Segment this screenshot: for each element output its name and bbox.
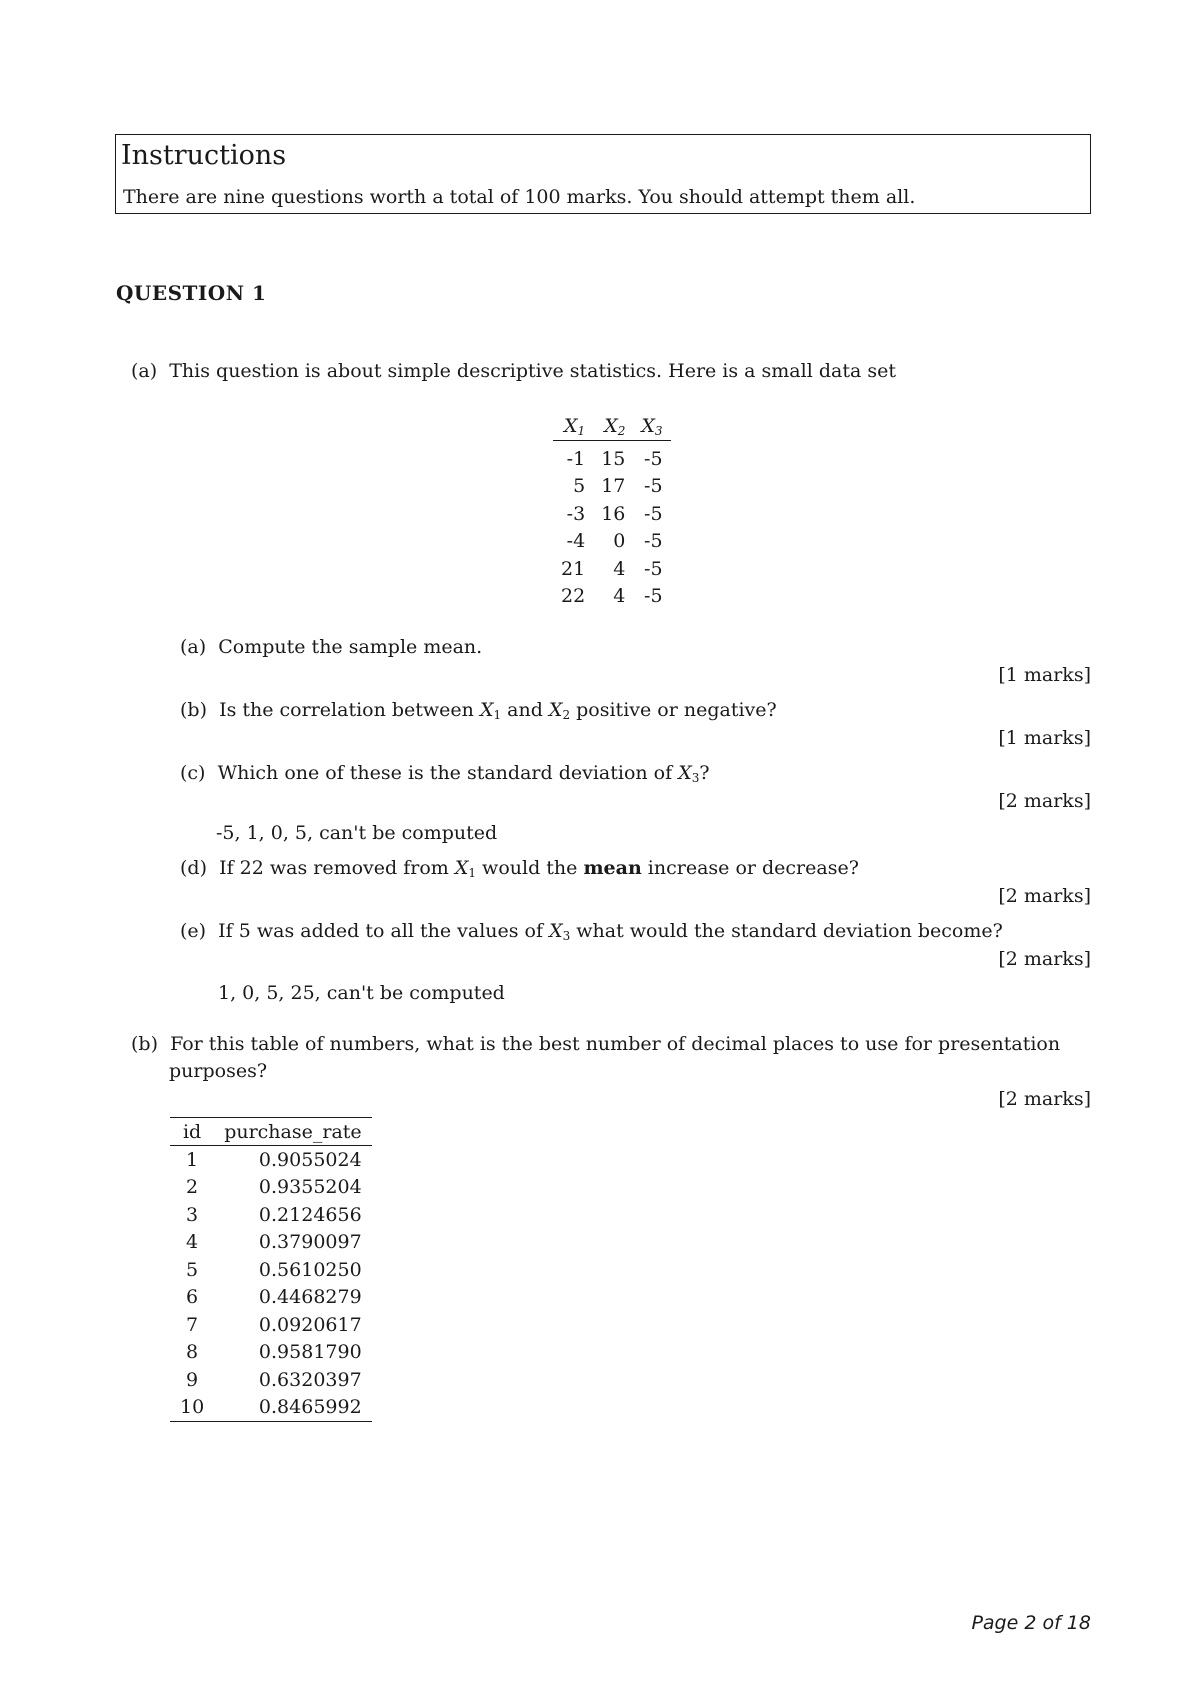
- table-cell: 0.6320397: [258, 1368, 362, 1391]
- table-cell: 7: [186, 1313, 199, 1336]
- part-b-text-line2: purposes?: [169, 1060, 268, 1082]
- header-x1: $X_1$: [553, 415, 593, 441]
- header-purchase-rate: purchase_rate: [214, 1118, 371, 1146]
- variable: X: [678, 762, 692, 784]
- part-b-label: (b): [131, 1033, 158, 1055]
- variable: X: [479, 699, 494, 721]
- table-row: [553, 473, 671, 501]
- table-cell: 2: [186, 1176, 199, 1199]
- table-cell: 4: [186, 1231, 199, 1254]
- table-cell: 8: [186, 1341, 199, 1364]
- table-cell: 5: [186, 1258, 199, 1281]
- table-cell: 16: [601, 502, 626, 525]
- subpart-e-text: If 5 was added to all the values of: [218, 920, 550, 942]
- table-cell: -5: [644, 585, 663, 608]
- table-cell: 0.9355204: [258, 1176, 362, 1199]
- subpart-c-marks: [2 marks]: [998, 790, 1091, 812]
- data-table-header-row: [553, 415, 671, 441]
- subpart-b-marks: [1 marks]: [998, 727, 1091, 749]
- subpart-b-text: positive or negative?: [570, 699, 777, 721]
- part-a-text: This question is about simple descriptive statistics. Here is a small data set: [169, 360, 896, 382]
- subpart-a: [180, 636, 482, 658]
- table-cell: -5: [644, 475, 663, 498]
- table-cell: 0.3790097: [258, 1231, 362, 1254]
- subpart-e-options: 1, 0, 5, 25, can't be computed: [218, 982, 505, 1004]
- subpart-d-text: increase or decrease?: [641, 857, 859, 879]
- subpart-d-marks: [2 marks]: [998, 885, 1091, 907]
- subpart-b: [180, 699, 777, 722]
- subpart-b-label: (b): [180, 699, 207, 721]
- question-title: QUESTION 1: [116, 281, 267, 305]
- table-row: [170, 1174, 372, 1202]
- table-cell: 17: [601, 475, 626, 498]
- table-cell: 22: [561, 585, 586, 608]
- subpart-e: [180, 920, 1003, 943]
- variable: X: [548, 699, 563, 721]
- table-cell: 1: [186, 1148, 199, 1171]
- table-cell: 15: [601, 447, 626, 470]
- data-table: [553, 415, 671, 610]
- header-x3: $X_3$: [633, 415, 670, 441]
- instructions-text: There are nine questions worth a total of 100 marks. You should attempt them all.: [123, 186, 916, 208]
- subpart-d-label: (d): [180, 857, 207, 879]
- part-b-marks: [2 marks]: [998, 1088, 1091, 1110]
- table-row: [170, 1394, 372, 1422]
- table-row: [170, 1339, 372, 1367]
- table-row: [553, 583, 671, 611]
- table-cell: 4: [613, 557, 626, 580]
- table-cell: -5: [644, 502, 663, 525]
- table-cell: 0.4468279: [258, 1286, 362, 1309]
- table-cell: 0.2124656: [258, 1203, 362, 1226]
- subscript: 3: [691, 771, 700, 785]
- table-row: [170, 1256, 372, 1284]
- table-cell: -5: [644, 530, 663, 553]
- subpart-a-label: (a): [180, 636, 207, 658]
- table-row: [170, 1366, 372, 1394]
- part-a-intro: [131, 360, 896, 382]
- part-b-text-line1: For this table of numbers, what is the best number of decimal places to use for presentation: [170, 1033, 1061, 1055]
- table-cell: -5: [644, 557, 663, 580]
- table-cell: -3: [566, 502, 586, 525]
- subpart-e-label: (e): [180, 920, 207, 942]
- subpart-b-text: and: [501, 699, 549, 721]
- subscript: 2: [562, 708, 571, 722]
- subpart-d-text: If 22 was removed from: [219, 857, 455, 879]
- table-cell: 0.8465992: [258, 1396, 362, 1419]
- table-cell: 0.9581790: [258, 1341, 362, 1364]
- subpart-c-label: (c): [180, 762, 206, 784]
- subpart-e-text: what would the standard deviation become?: [570, 920, 1003, 942]
- table-row: [170, 1284, 372, 1312]
- table-cell: 10: [180, 1396, 205, 1419]
- table-cell: 0.0920617: [258, 1313, 362, 1336]
- subpart-e-marks: [2 marks]: [998, 948, 1091, 970]
- subpart-d-text: would the: [476, 857, 584, 879]
- table-cell: 21: [561, 557, 586, 580]
- header-x2: $X_2$: [593, 415, 633, 441]
- purchase-table-header-row: [170, 1118, 372, 1146]
- subscript: 1: [493, 708, 502, 722]
- subpart-a-marks: [1 marks]: [998, 664, 1091, 686]
- subpart-b-text: Is the correlation between: [219, 699, 480, 721]
- table-cell: 3: [186, 1203, 199, 1226]
- subpart-a-text: Compute the sample mean.: [218, 636, 483, 658]
- table-row: [170, 1229, 372, 1257]
- table-cell: 0: [613, 530, 626, 553]
- subpart-c-options: -5, 1, 0, 5, can't be computed: [216, 822, 498, 844]
- subpart-c-text: ?: [699, 762, 710, 784]
- table-row: [553, 555, 671, 583]
- purchase-rate-table: [170, 1117, 372, 1422]
- variable: X: [454, 857, 469, 879]
- table-cell: 0.9055024: [258, 1148, 362, 1171]
- table-cell: -5: [644, 447, 663, 470]
- table-cell: 5: [573, 475, 586, 498]
- table-cell: 4: [613, 585, 626, 608]
- subpart-c: [180, 762, 710, 785]
- table-row: [170, 1146, 372, 1174]
- table-row: [170, 1311, 372, 1339]
- instructions-title: Instructions: [121, 140, 287, 171]
- subpart-c-text: Which one of these is the standard deviation of: [217, 762, 679, 784]
- header-id: id: [170, 1118, 214, 1146]
- table-cell: 9: [186, 1368, 199, 1391]
- table-cell: -1: [566, 447, 586, 470]
- subscript: 3: [562, 929, 571, 943]
- page-number: Page 2 of 18: [971, 1612, 1091, 1634]
- part-b: [131, 1033, 1060, 1055]
- variable: X: [549, 920, 563, 942]
- subscript: 1: [468, 866, 477, 880]
- table-row: [553, 500, 671, 528]
- table-cell: 6: [186, 1286, 199, 1309]
- table-cell: -4: [566, 530, 586, 553]
- table-row: [553, 441, 671, 473]
- bold-word: mean: [583, 857, 642, 879]
- subpart-d: [180, 857, 859, 880]
- table-row: [170, 1201, 372, 1229]
- table-cell: 0.5610250: [258, 1258, 362, 1281]
- table-row: [553, 528, 671, 556]
- part-a-label: (a): [131, 360, 158, 382]
